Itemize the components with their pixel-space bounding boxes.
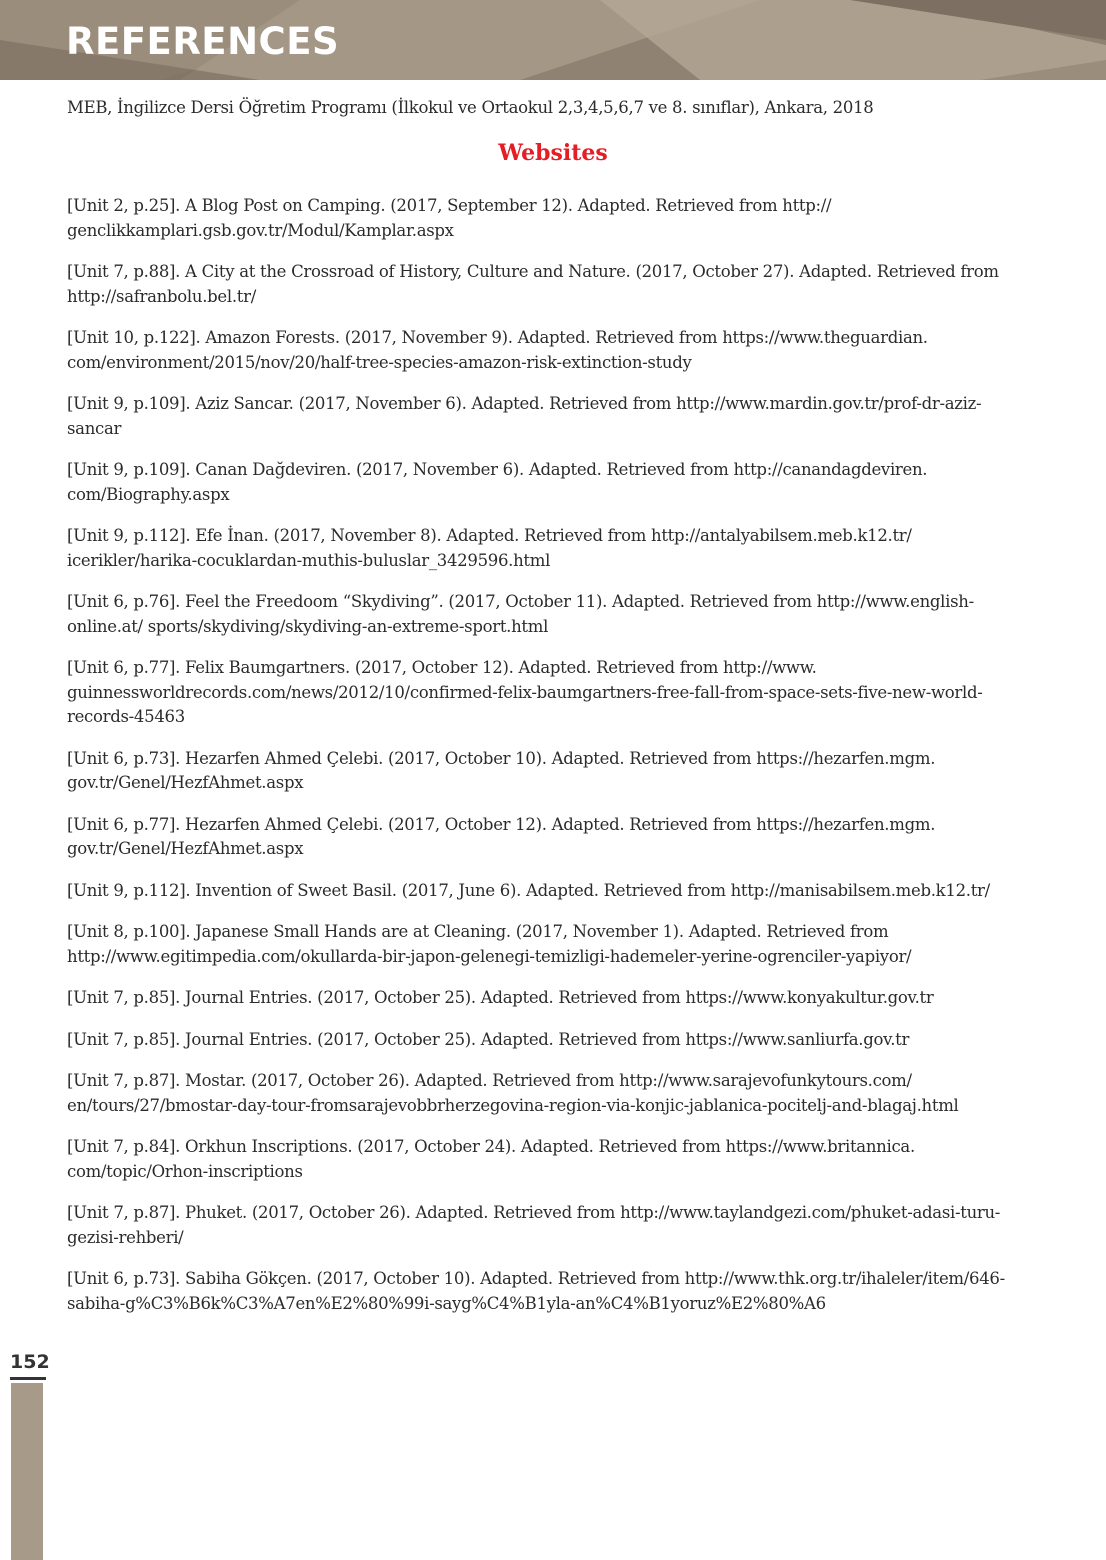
reference-item: [Unit 7, p.85]. Journal Entries. (2017, October 25). Adapted. Retrieved from https://www.konyakultur.gov.​tr — [67, 988, 934, 1007]
reference-item: [Unit 9, p.109]. Canan Dağdeviren. (2017, November 6). Adapted. Retrieved from http://canandagdeviren.​com/Biography.aspx — [67, 460, 928, 504]
reference-item: [Unit 7, p.88]. A City at the Crossroad of History, Culture and Nature. (2017, October 27). Adapted. Retrieved from http://safranbolu.bel.tr/ — [67, 262, 999, 306]
page-number: 152 — [10, 1351, 50, 1373]
websites-heading: Websites — [498, 140, 608, 166]
reference-item: [Unit 7, p.87]. Mostar. (2017, October 26). Adapted. Retrieved from http://www.sarajevofunkytours.com/​en/tours/27/bmostar-day-tour-fromsarajevobbrherzegovina-region-via-konjic-jablanica-pocitelj-and-​blagaj.html — [67, 1071, 959, 1115]
page-number-underline — [10, 1377, 46, 1380]
reference-item: [Unit 6, p.73]. Hezarfen Ahmed Çelebi. (2017, October 10). Adapted. Retrieved from https://hezarfen.mgm.​gov.tr/Genel/HezfAhmet.aspx — [67, 748, 936, 792]
page-side-bar — [11, 1383, 43, 1560]
page-title: REFERENCES — [66, 20, 340, 63]
reference-item: [Unit 2, p.25]. A Blog Post on Camping. (2017, September 12). Adapted. Retrieved from http://​genclikkamplari.gsb.gov.tr/Modul/Kamplar.aspx — [67, 196, 832, 240]
reference-item: [Unit 7, p.84]. Orkhun Inscriptions. (2017, October 24). Adapted. Retrieved from https://www.britannica.​com/topic/Orhon-inscriptions — [67, 1137, 915, 1181]
reference-item: [Unit 10, p.122]. Amazon Forests. (2017, November 9). Adapted. Retrieved from https://www.theguardian.​com/environment/2015/nov/20/half-tree-species-amazon-risk-extinction-study — [67, 328, 928, 372]
reference-list — [67, 194, 1035, 1333]
reference-item: [Unit 6, p.73]. Sabiha Gökçen. (2017, October 10). Adapted. Retrieved from http://www.thk.org.tr/ihaleler/​item/646-sabiha-g%C3%B6k%C3%A7en%E2%80%99i-sayg%C4%B1yla-an%C4%B1yoruz%E2%80%A6 — [67, 1269, 1005, 1313]
reference-item: [Unit 7, p.85]. Journal Entries. (2017, October 25). Adapted. Retrieved from https://www.sanliurfa.gov.tr — [67, 1029, 910, 1049]
reference-item: [Unit 7, p.87]. Phuket. (2017, October 26). Adapted. Retrieved from http://www.taylandgezi.com/phuket-​adasi-turu-gezisi-rehberi/ — [67, 1203, 1001, 1247]
reference-item: [Unit 9, p.109]. Aziz Sancar. (2017, November 6). Adapted. Retrieved from http://www.mardin.gov.tr/prof-​dr-aziz-sancar — [67, 394, 982, 438]
intro-reference: MEB, İngilizce Dersi Öğretim Programı (İlkokul ve Ortaokul 2,3,4,5,6,7 ve 8. sınıflar), Ankara, 2018 — [67, 98, 874, 117]
reference-item: [Unit 9, p.112]. Invention of Sweet Basil. (2017, June 6). Adapted. Retrieved from http://manisabilsem.​meb.k12.tr/ — [67, 880, 990, 900]
reference-item: [Unit 9, p.112]. Efe İnan. (2017, November 8). Adapted. Retrieved from http://antalyabilsem.meb.k12.tr/​icerikler/harika-cocuklardan-muthis-buluslar_3429596.html — [67, 526, 912, 570]
reference-item: [Unit 8, p.100]. Japanese Small Hands are at Cleaning. (2017, November 1). Adapted. Retrieved from http://www.egitimpedia.com/okullarda-bir-japon-gelenegi-temizligi-hademeler-yerine-ogrenciler-​yapiyor/ — [67, 922, 912, 966]
reference-item: [Unit 6, p.77]. Hezarfen Ahmed Çelebi. (2017, October 12). Adapted. Retrieved from https://hezarfen.mgm.​gov.tr/Genel/HezfAhmet.aspx — [67, 814, 936, 858]
header-band — [0, 0, 1106, 80]
reference-item: [Unit 6, p.76]. Feel the Freedoom “Skydiving”. (2017, October 11). Adapted. Retrieved from http://www.​english-online.at/ sports/skydiving/skydiving-an-extreme-sport.html — [67, 592, 974, 636]
reference-item: [Unit 6, p.77]. Felix Baumgartners. (2017, October 12). Adapted. Retrieved from http://www.​guinnessworldrecords.com/news/2012/10/confirmed-felix-baumgartners-free-fall-from-space-sets-five-new-world-records-45463 — [67, 658, 983, 726]
